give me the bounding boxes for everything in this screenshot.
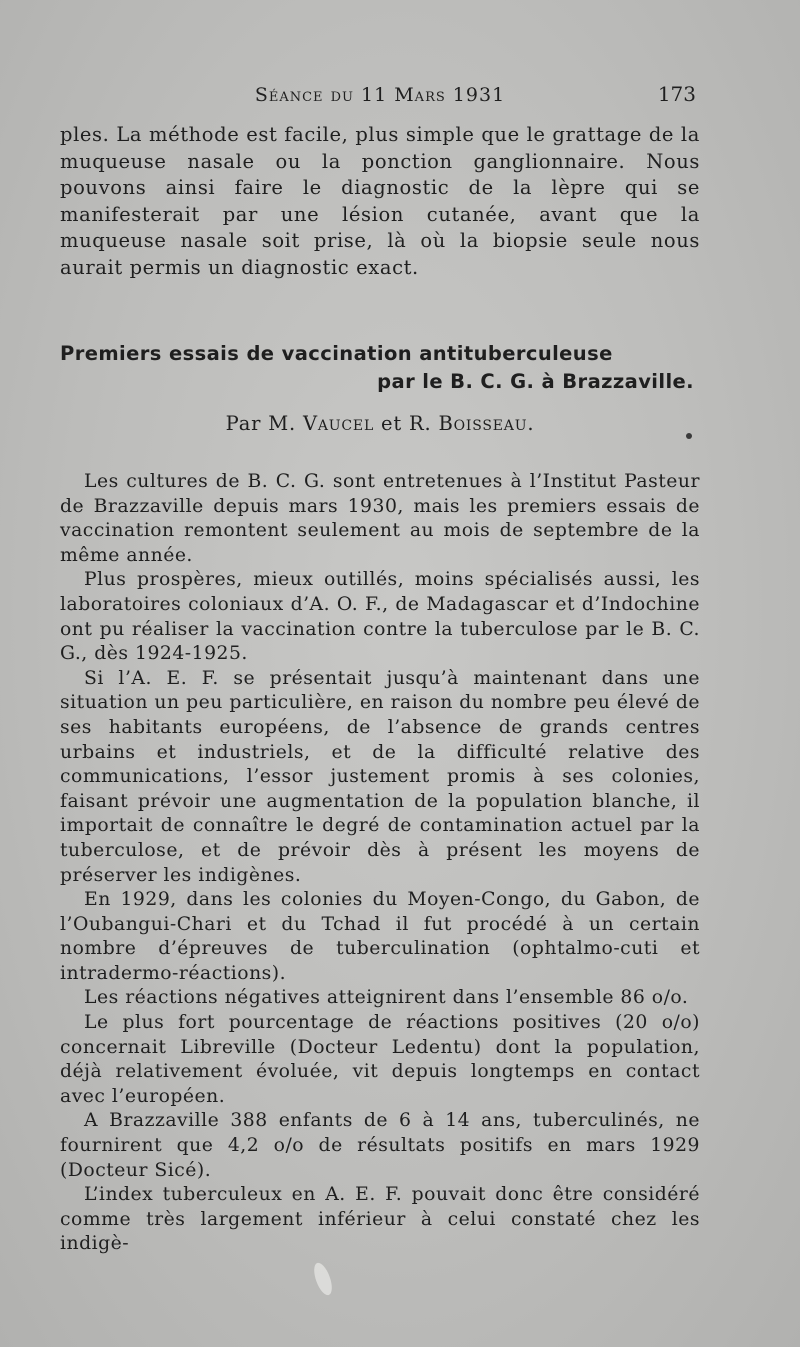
authors-join: et R. bbox=[381, 412, 432, 435]
article-body bbox=[60, 470, 700, 1257]
ink-speck bbox=[686, 433, 692, 439]
article-title-line-1: Premiers essais de vaccination antituberculeuse bbox=[60, 342, 613, 365]
running-title: Séance du 11 Mars 1931 bbox=[254, 84, 506, 106]
body-paragraph: L’index tuberculeux en A. E. F. pouvait donc être considéré comme très largement inférieur à celui constaté chez les indigè- bbox=[60, 1184, 700, 1255]
body-paragraph: Les réactions négatives atteignirent dans l’ensemble 86 o/o. bbox=[84, 987, 689, 1009]
article-authors bbox=[60, 412, 700, 435]
body-paragraph: Plus prospères, mieux outillés, moins spécialisés aussi, les laboratoires coloniaux d’A. O. F., de Madagascar et d’Indochine ont pu réaliser la vaccination contre la tuberculose par le B. C. G., dès 1924-1925. bbox=[60, 569, 700, 665]
running-header bbox=[60, 84, 700, 112]
intro-paragraph: ples. La méthode est facile, plus simple que le grattage de la muqueuse nasale ou la ponction ganglionnaire. Nous pouvons ainsi faire le diagnostic de la lèpre qui se manifesterait par une lésion cutanée, avant que la muqueuse nasale soit prise, là où la biopsie seule nous aurait permis un diagnostic exact. bbox=[60, 123, 700, 279]
paper-blemish bbox=[311, 1261, 336, 1298]
author-vaucel: Vaucel bbox=[303, 412, 375, 435]
body-paragraph: A Brazzaville 388 enfants de 6 à 14 ans, tuberculinés, ne fournirent que 4,2 o/o de résultats positifs en mars 1929 (Docteur Sicé). bbox=[60, 1110, 700, 1181]
body-paragraph: Les cultures de B. C. G. sont entretenues à l’Institut Pasteur de Brazzaville depuis mars 1930, mais les premiers essais de vaccination remontent seulement au mois de septembre de la même année. bbox=[60, 471, 700, 566]
body-paragraph: En 1929, dans les colonies du Moyen-Congo, du Gabon, de l’Oubangui-Chari et du Tchad il fut procédé à un certain nombre d’épreuves de tuberculination (ophtalmo-cuti et intradermo-réactions). bbox=[60, 889, 700, 984]
body-paragraph: Si l’A. E. F. se présentait jusqu’à maintenant dans une situation un peu particulière, en raison du nombre peu élevé de ses habitants européens, de l’absence de grands centres urbains et industriels, et de la difficulté relative des communications, l’essor justement promis à ses colonies, faisant prévoir une augmentation de la population blanche, il importait de connaître le degré de contamination actuel par la tuberculose, et de prévoir dès à présent les moyens de préserver les indigènes. bbox=[60, 667, 700, 886]
authors-prefix: Par M. bbox=[225, 412, 297, 435]
body-paragraph: Le plus fort pourcentage de réactions positives (20 o/o) concernait Libreville (Docteur Ledentu) dont la population, déjà relativement évoluée, vit depuis longtemps en contact avec l’européen. bbox=[60, 1012, 700, 1107]
author-boisseau: Boisseau. bbox=[438, 412, 535, 435]
article-title-line-2: par le B. C. G. à Brazzaville. bbox=[377, 370, 694, 393]
page-number: 173 bbox=[657, 82, 696, 106]
